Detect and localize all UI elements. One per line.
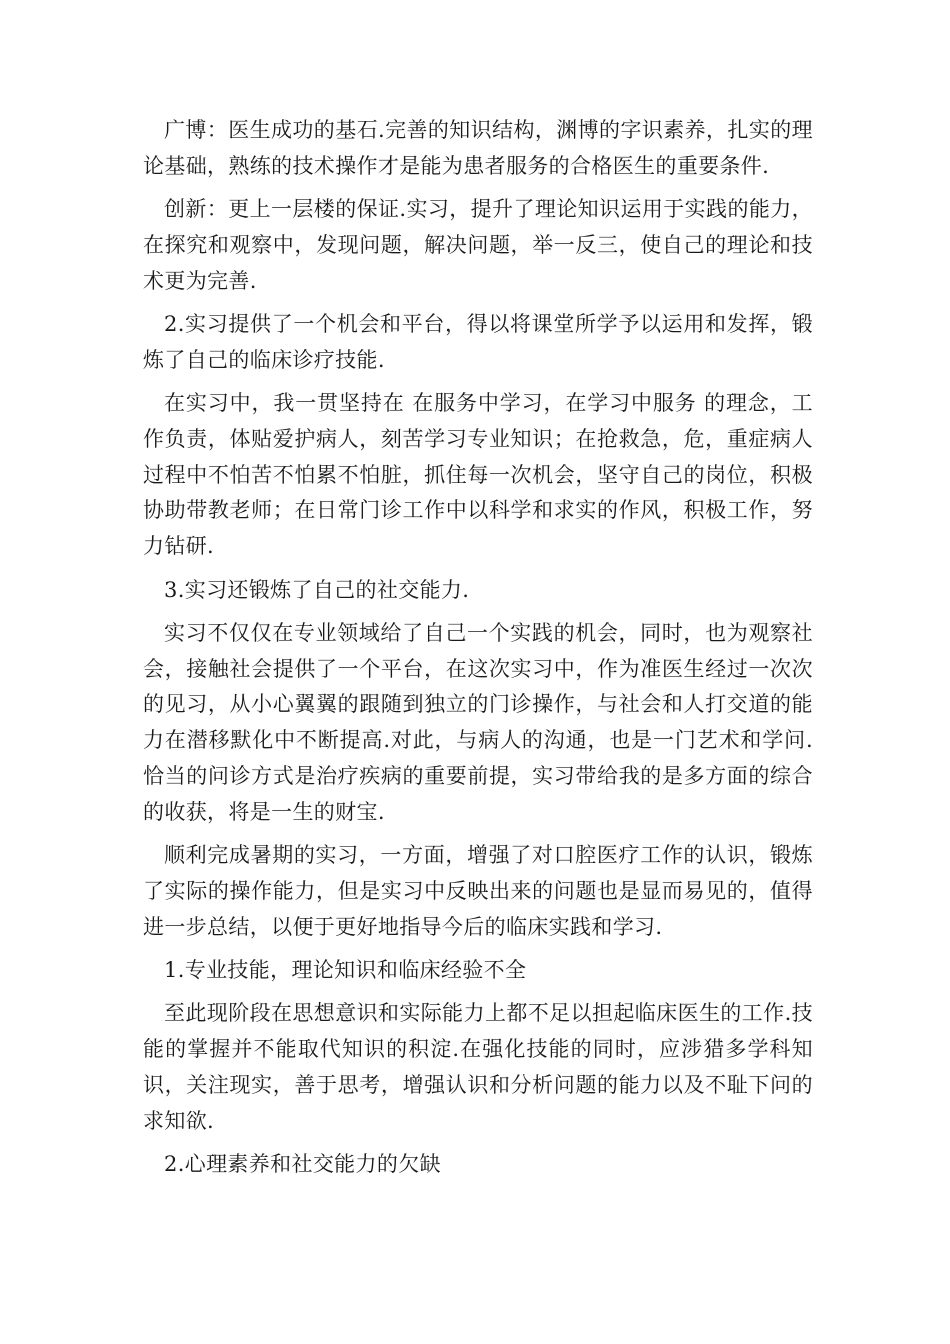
paragraph-internship-practice: 在实习中，我一贯坚持在 在服务中学习，在学习中服务 的理念，工作负责，体贴爱护病人，刻苦学习专业知识；在抢救急，危，重症病人过程中不怕苦不怕累不怕脏，抓住每一次机会，坚守自己的岗位，积极协助带教老师；在日常门诊工作中以科学和求实的作风，积极工作，努力钻研.: [143, 391, 813, 559]
heading-point-1-professional-skills: 1.专业技能，理论知识和临床经验不全: [164, 958, 527, 983]
heading-point-2-psychological-quality: 2.心理素养和社交能力的欠缺: [164, 1152, 441, 1177]
paragraph-knowledge-gap: 至此现阶段在思想意识和实际能力上都不足以担起临床医生的工作.技能的掌握并不能取代知识的积淀.在强化技能的同时，应涉猎多学科知识，关注现实，善于思考，增强认识和分析问题的能力以及不耻下问的求知欲.: [143, 1001, 813, 1133]
paragraph-summary: 顺利完成暑期的实习，一方面，增强了对口腔医疗工作的认识，锻炼了实际的操作能力，但是实习中反映出来的问题也是显而易见的，值得进一步总结，以便于更好地指导今后的临床实践和学习.: [143, 843, 813, 939]
document-body: [143, 113, 813, 1190]
heading-point-2-platform: 2.实习提供了一个机会和平台，得以将课堂所学予以运用和发挥，锻炼了自己的临床诊疗技能.: [143, 311, 813, 372]
paragraph-breadth: 广博：医生成功的基石.完善的知识结构，渊博的字识素养，扎实的理论基础，熟练的技术操作才是能为患者服务的合格医生的重要条件.: [143, 118, 813, 178]
heading-point-3-social-skills: 3.实习还锻炼了自己的社交能力.: [164, 577, 470, 602]
paragraph-social-experience: 实习不仅仅在专业领域给了自己一个实践的机会，同时，也为观察社会，接触社会提供了一个平台，在这次实习中，作为准医生经过一次次的见习，从小心翼翼的跟随到独立的门诊操作，与社会和人打交道的能力在潜移默化中不断提高.对此，与病人的沟通，也是一门艺术和学问.恰当的问诊方式是治疗疾病的重要前提，实习带给我的是多方面的综合的收获，将是一生的财宝.: [143, 620, 813, 824]
paragraph-innovation: 创新：更上一层楼的保证.实习，提升了理论知识运用于实践的能力，在探究和观察中，发现问题，解决问题，举一反三，使自己的理论和技术更为完善.: [143, 197, 813, 293]
